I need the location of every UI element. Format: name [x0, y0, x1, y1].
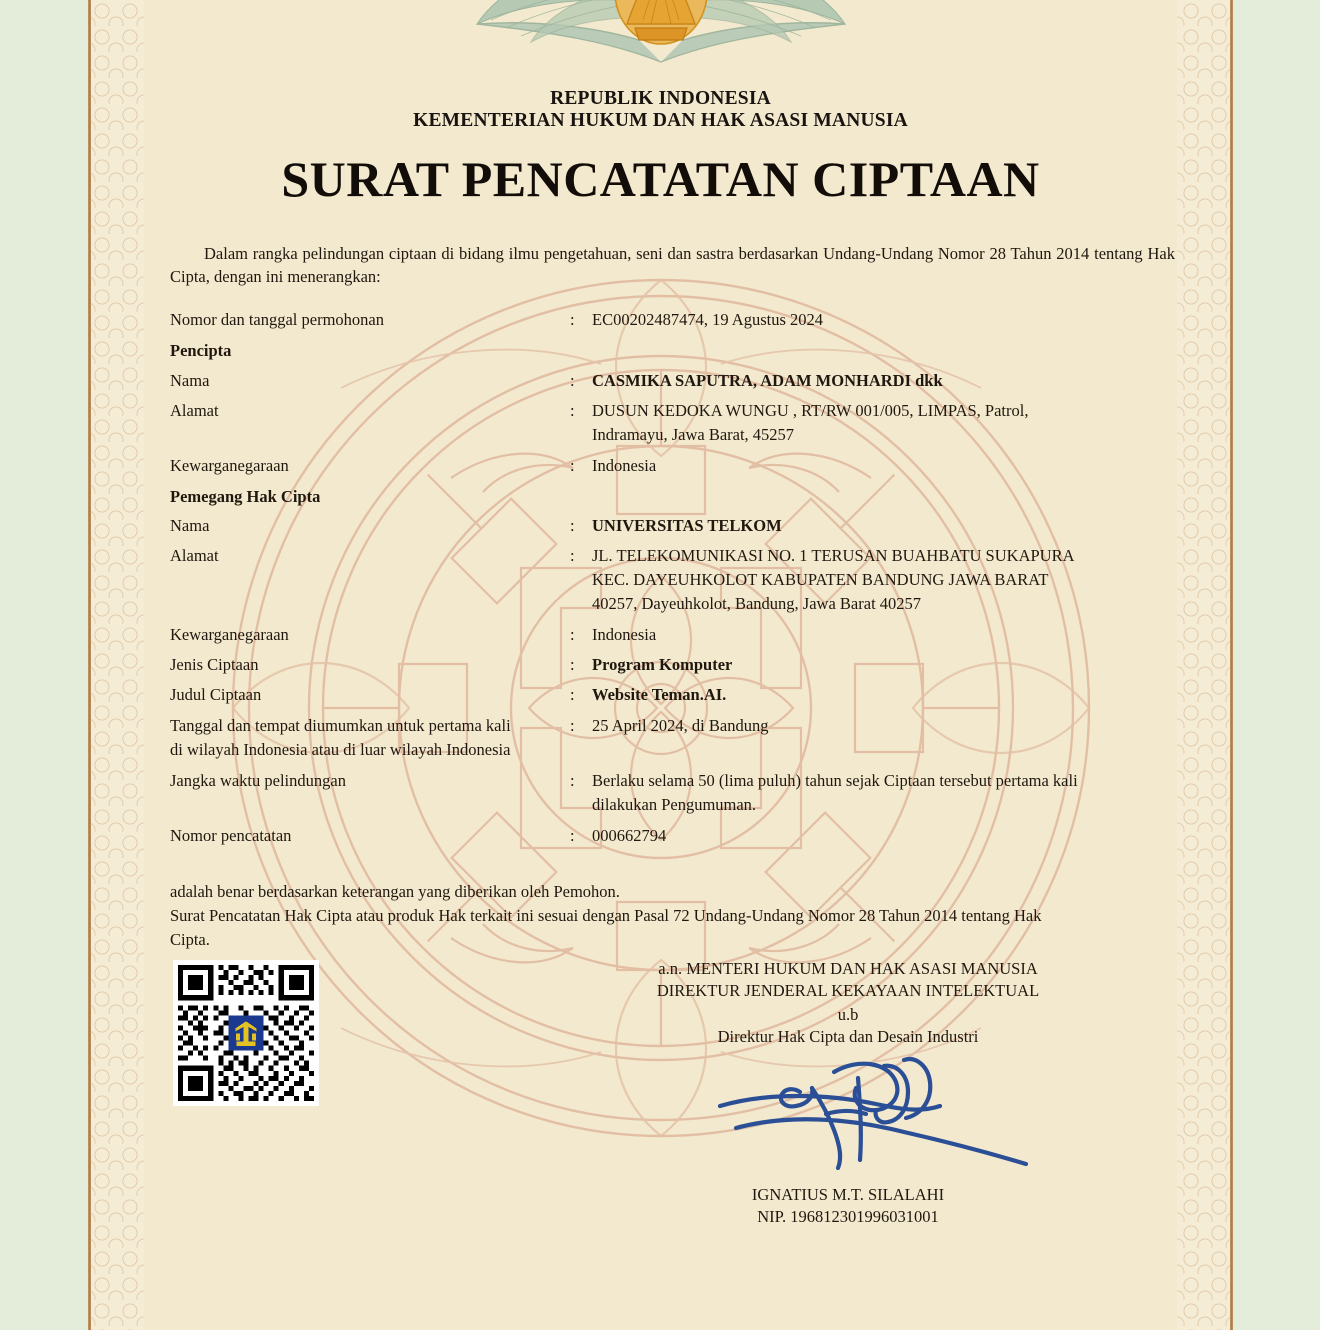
colon: : — [570, 770, 575, 790]
intro-paragraph: Dalam rangka pelindungan ciptaan di bidang ilmu pengetahuan, seni dan sastra berdasarkan Undang-Undang Nomor 28 Tahun 2014 tentang Hak Cipta, dengan ini menerangkan: — [170, 244, 1175, 287]
header-country: REPUBLIK INDONESIA — [550, 88, 771, 109]
qr-center-logo-icon — [228, 1015, 263, 1050]
first-published-label-line-1: Tanggal dan tempat diumumkan untuk pertama kali — [170, 715, 511, 735]
header-ministry: KEMENTERIAN HUKUM DAN HAK ASASI MANUSIA — [413, 110, 908, 131]
row-creator-address — [170, 399, 1180, 447]
label-holder-name: Nama — [170, 516, 210, 536]
colon: : — [570, 825, 575, 845]
value-registration-number: 000662794 — [592, 825, 667, 845]
ub-line: u.b — [837, 1005, 859, 1025]
creator-address-line-2: Indramayu, Jawa Barat, 45257 — [592, 424, 795, 444]
row-holder-nationality — [170, 623, 1180, 647]
value-work-type: Program Komputer — [592, 655, 733, 675]
closing-statement — [170, 880, 1180, 952]
colon: : — [570, 310, 575, 329]
holder-address-line-2: KEC. DAYEUHKOLOT KABUPATEN BANDUNG JAWA BARAT — [592, 570, 1049, 590]
closing-line-1: adalah benar berdasarkan keterangan yang diberikan oleh Pemohon. — [170, 882, 620, 901]
colon: : — [570, 400, 575, 420]
row-work-type — [170, 653, 1180, 677]
value-creator-name: CASMIKA SAPUTRA, ADAM MONHARDI dkk — [592, 370, 943, 390]
row-holder-section — [170, 485, 1180, 509]
qr-code-image — [173, 960, 319, 1106]
holder-address-line-3: 40257, Dayeuhkolot, Bandung, Jawa Barat 40257 — [592, 594, 922, 614]
row-holder-name — [170, 514, 1180, 538]
colon: : — [570, 455, 575, 475]
handwritten-signature — [708, 1048, 1048, 1178]
row-creator-name — [170, 369, 1180, 393]
value-holder-nationality: Indonesia — [592, 625, 657, 645]
closing-line-3: Cipta. — [170, 929, 210, 949]
row-application — [170, 308, 1180, 332]
holder-address-line-1: JL. TELEKOMUNIKASI NO. 1 TERUSAN BUAHBATU SUKAPURA — [592, 546, 1075, 566]
label-work-type: Jenis Ciptaan — [170, 655, 259, 675]
value-application: EC00202487474, 19 Agustus 2024 — [592, 310, 824, 329]
label-creator-section: Pencipta — [170, 340, 232, 360]
colon: : — [570, 546, 575, 566]
value-protection-period — [592, 769, 1180, 817]
row-work-title — [170, 683, 1180, 707]
label-holder-nationality: Kewarganegaraan — [170, 625, 289, 645]
row-first-published — [170, 714, 1180, 762]
colon: : — [570, 516, 575, 536]
signer-info — [558, 1184, 1138, 1229]
value-creator-address — [592, 399, 1180, 447]
protection-period-line-1: Berlaku selama 50 (lima puluh) tahun sejak Ciptaan tersebut pertama kali — [592, 770, 1078, 790]
closing-line-2: Surat Pencatatan Hak Cipta atau produk Hak terkait ini sesuai dengan Pasal 72 Undang-Undang Nomor 28 Tahun 2014 tentang Hak — [170, 905, 1042, 925]
label-creator-name: Nama — [170, 370, 210, 390]
director-line: Direktur Hak Cipta dan Desain Industri — [717, 1027, 979, 1047]
colon: : — [570, 655, 575, 675]
details-table — [170, 308, 1180, 854]
signature-block — [558, 958, 1138, 1048]
qr-code[interactable] — [173, 960, 319, 1106]
row-registration-number — [170, 824, 1180, 848]
value-holder-name: UNIVERSITAS TELKOM — [592, 516, 782, 536]
row-protection-period — [170, 769, 1180, 817]
label-creator-nationality: Kewarganegaraan — [170, 455, 289, 475]
on-behalf-line: a.n. MENTERI HUKUM DAN HAK ASASI MANUSIA — [658, 959, 1038, 978]
protection-period-line-2: dilakukan Pengumuman. — [592, 794, 757, 814]
signer-nip: NIP. 196812301996031001 — [757, 1207, 939, 1227]
first-published-label-line-2: di wilayah Indonesia atau di luar wilayah Indonesia — [170, 739, 511, 759]
colon: : — [570, 625, 575, 645]
colon: : — [570, 370, 575, 390]
label-work-title: Judul Ciptaan — [170, 684, 262, 704]
label-protection-period: Jangka waktu pelindungan — [170, 770, 346, 790]
value-holder-address — [592, 544, 1180, 616]
creator-address-line-1: DUSUN KEDOKA WUNGU , RT/RW 001/005, LIMPAS, Patrol, — [592, 400, 1029, 420]
value-creator-nationality: Indonesia — [592, 455, 657, 475]
row-holder-address — [170, 544, 1180, 616]
label-application: Nomor dan tanggal permohonan — [170, 310, 384, 329]
row-creator-nationality — [170, 454, 1180, 478]
signer-name: IGNATIUS M.T. SILALAHI — [751, 1185, 945, 1204]
label-holder-address: Alamat — [170, 546, 219, 566]
page-title: SURAT PENCATATAN CIPTAAN — [281, 151, 1040, 207]
label-registration-number: Nomor pencatatan — [170, 825, 292, 845]
director-general-line: DIREKTUR JENDERAL KEKAYAAN INTELEKTUAL — [656, 981, 1040, 1001]
certificate-paper — [88, 0, 1233, 1330]
label-creator-address: Alamat — [170, 400, 219, 420]
label-holder-section: Pemegang Hak Cipta — [170, 486, 321, 506]
value-work-title: Website Teman.AI. — [592, 684, 727, 704]
row-creator-section — [170, 339, 1180, 363]
colon: : — [570, 684, 575, 704]
value-first-published: 25 April 2024, di Bandung — [592, 715, 769, 735]
colon: : — [570, 715, 575, 735]
label-first-published — [170, 714, 570, 762]
